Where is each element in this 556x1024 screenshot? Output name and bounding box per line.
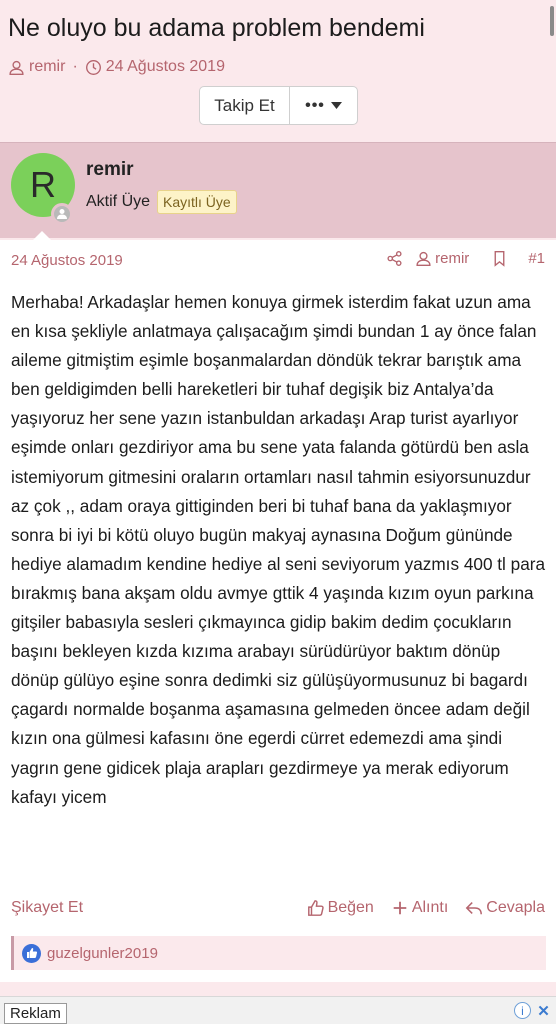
like-label: Beğen	[327, 899, 374, 916]
post-author-name: remir	[435, 250, 470, 267]
quote-label: Alıntı	[411, 899, 449, 916]
reply-icon	[465, 899, 483, 917]
quote-button[interactable]	[391, 899, 448, 917]
scrollbar[interactable]	[550, 6, 554, 36]
thread-meta	[8, 58, 225, 76]
caret-down-icon	[331, 102, 342, 109]
post-card	[0, 240, 556, 982]
more-dots-icon: •••	[305, 96, 325, 114]
post-user-block	[0, 142, 556, 238]
avatar[interactable]: R	[11, 153, 75, 217]
user-icon	[8, 59, 25, 76]
close-icon[interactable]: ✕	[537, 1002, 550, 1020]
like-button[interactable]	[307, 899, 374, 917]
user-icon	[415, 250, 432, 267]
like-reaction-icon	[22, 944, 41, 963]
report-button[interactable]: Şikayet Et	[11, 899, 84, 916]
post-header-actions	[386, 250, 545, 267]
online-status-icon	[51, 203, 73, 225]
post-date-link[interactable]: 24 Ağustos 2019	[11, 252, 123, 269]
reply-label: Cevapla	[486, 899, 545, 916]
thread-button-group	[199, 86, 358, 125]
user-title-row	[86, 190, 237, 214]
post-username[interactable]: remir	[86, 159, 134, 180]
post-author-link[interactable]	[415, 250, 469, 267]
thread-author-link[interactable]: remir	[29, 58, 66, 75]
thread-date-link[interactable]: 24 Ağustos 2019	[105, 58, 225, 75]
bookmark-button[interactable]	[491, 250, 508, 267]
reply-button[interactable]	[465, 899, 545, 917]
follow-button[interactable]: Takip Et	[200, 87, 290, 124]
meta-separator: ·	[72, 58, 78, 75]
user-badge: Kayıtlı Üye	[157, 190, 237, 214]
clock-icon	[85, 59, 102, 76]
thumbs-up-icon	[307, 899, 325, 917]
ad-label: Reklam	[4, 1003, 67, 1024]
post-number-link[interactable]: #1	[528, 250, 545, 267]
ad-banner[interactable]	[0, 996, 556, 1024]
thread-title: Ne oluyo bu adama problem bendemi	[8, 14, 425, 42]
thread-header	[0, 0, 556, 142]
user-title: Aktif Üye	[86, 193, 151, 210]
reaction-user-link[interactable]: guzelgunler2019	[47, 944, 158, 962]
post-header	[0, 240, 556, 282]
plus-icon	[391, 899, 409, 917]
bookmark-icon	[491, 250, 508, 267]
post-footer	[0, 896, 556, 926]
post-pointer-arrow	[33, 231, 51, 240]
share-button[interactable]	[386, 250, 403, 267]
info-icon[interactable]: i	[514, 1002, 531, 1019]
post-body: Merhaba! Arkadaşlar hemen konuya girmek isterdim fakat uzun ama en kısa şekliyle anlatmaya çalışacağım şimdi bundan 1 ay önce falan aileme gitmiştim eşimle boşanmalardan döndük tekrar barıştık ama ben geldigimden belli hareketleri bir tuhaf degişik biz Antalya’da yaşıyoruz her sene yazın istanbuldan arkadaşı Arap turist ayarlıyor eşimde onları gezdiriyor ama bu sene yata falanda götürdü ben asla istemiyorum gitmesini oraların ortamları nasıl tahmin esiyorsunuzdur az çok ,, adam oraya gittiginden beri bi tuhaf bana da yaklaşmıyor sonra bi iyi bi kötü oluyo bugün makyaj aynasına Doğum gününde hediye alamadım kendine hediye al seni seviyorum yazmıs 400 tl para bırakmış bana akşam oldu avmye gttik 4 yaşında kızım oyun parkına gitşiler babasıyla sesleri çıkmayınca gidip bakim dedim çocukların başını bekleyen kızda kızıma arabayı sürüdürüyor baktım dönüp dönüp gülüyo eşine sonra dedimki siz gülüşüyormusunuz bi bagardı çagardı normalde boşanma aşamasına gelmeden öncee adam değil kızın ona gülmesi kafasını öne egerdi cürret edemezdi ama şindi yagrın gene gidicek plaja arapları gezdirmeye ya merak ediyorum kafayı yicem	[11, 292, 546, 807]
more-options-button[interactable]	[290, 87, 357, 124]
reactions-bar	[11, 936, 546, 970]
share-icon	[386, 250, 403, 267]
post-footer-actions	[307, 899, 545, 917]
ad-controls	[514, 1002, 552, 1019]
